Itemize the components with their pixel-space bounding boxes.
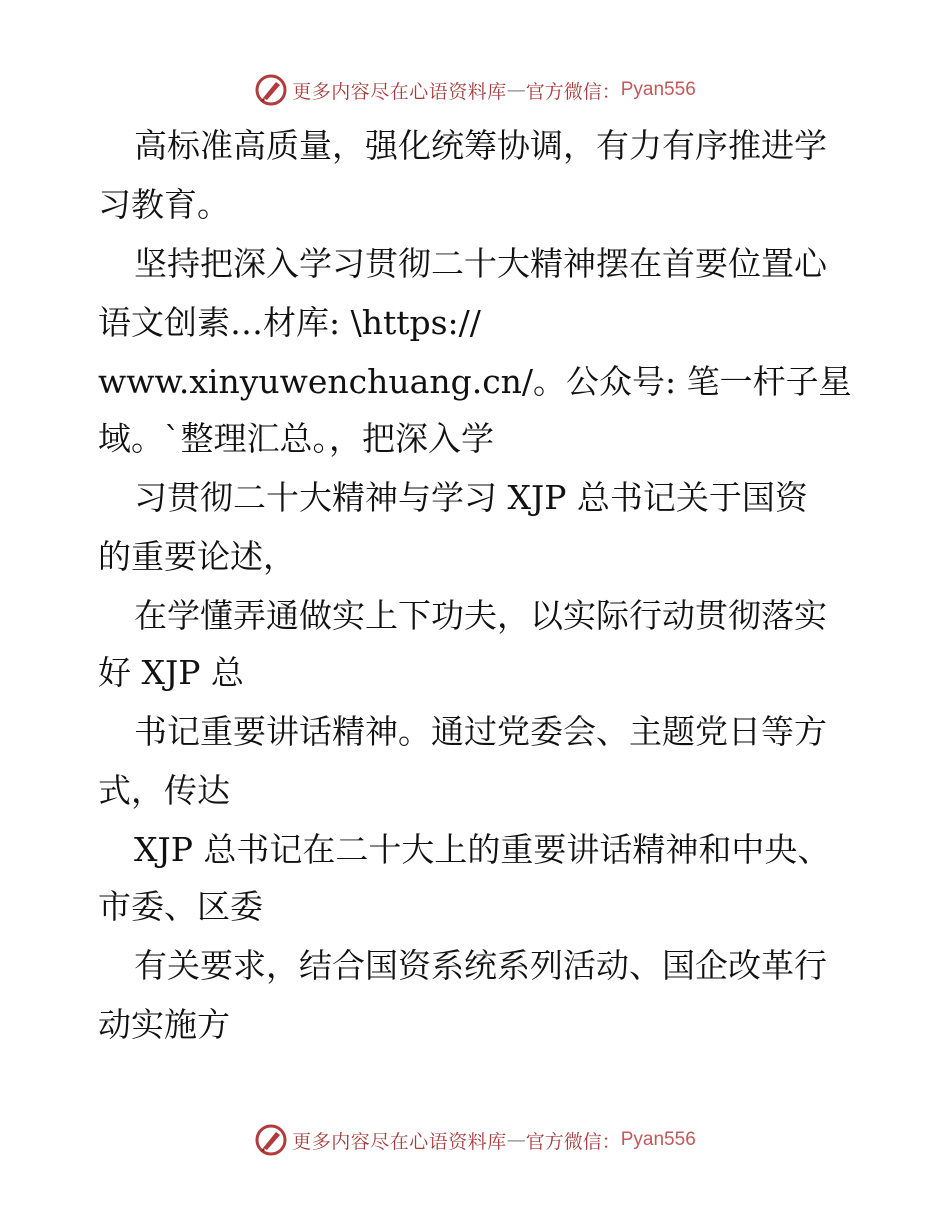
header-dash: — [506,79,526,101]
header-brand-text: 更多内容尽在心语资料库 [292,80,507,103]
quill-logo-icon [254,1123,288,1157]
body-line: 高标准高质量，强化统筹协调，有力有序推进学 [134,126,827,165]
quill-logo-icon [254,73,288,107]
body-line: 式，传达 [98,771,230,810]
body-line: XJP 总书记在二十大上的重要讲话精神和中央、 [134,830,831,869]
header-wechat-label: 官方微信： [525,80,621,103]
body-line: 有关要求，结合国资系统系列活动、国企改革行 [134,946,827,985]
body-line: 习贯彻二十大精神与学习 XJP 总书记关于国资 [134,478,808,517]
body-line: 域。`整理汇总。，把深入学 [98,419,494,458]
body-line: 在学懂弄通做实上下功夫，以实际行动贯彻落实 [134,596,827,635]
body-line: 习教育。 [98,185,230,224]
body-line: 动实施方 [98,1005,230,1044]
body-line: 坚持把深入学习贯彻二十大精神摆在首要位置心 [134,244,827,283]
footer-brand-text: 更多内容尽在心语资料库 [292,1130,507,1153]
body-line: 好 XJP 总 [98,653,244,692]
body-line: www.xinyuwenchuang.cn/。公众号: 笔一杆子星 [98,362,852,401]
footer-banner [0,1120,950,1160]
body-line: 书记重要讲话精神。通过党委会、主题党日等方 [134,712,827,751]
header-wechat-id: Pyan556 [620,79,696,100]
header-banner [0,70,950,110]
body-line: 语文创素…材库: \https:// [98,303,481,342]
footer-dash: — [506,1129,526,1151]
footer-wechat-label: 官方微信： [525,1130,621,1153]
body-line: 的重要论述， [98,537,296,576]
footer-wechat-id: Pyan556 [620,1129,696,1150]
body-line: 市委、区委 [98,887,263,926]
